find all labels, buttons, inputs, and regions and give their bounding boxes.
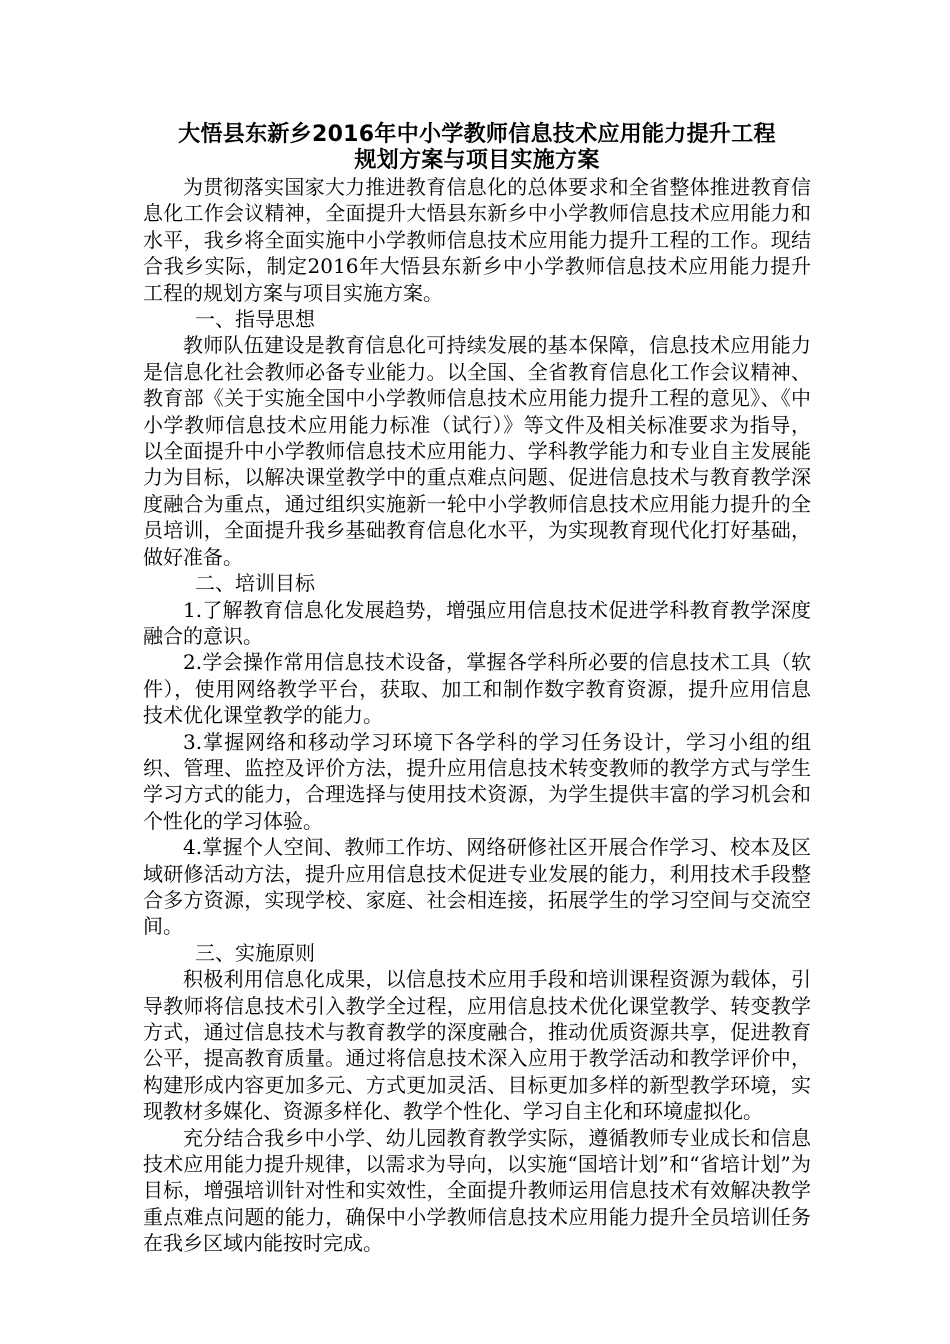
training-goal-3: 3.掌握网络和移动学习环境下各学科的学习任务设计，学习小组的组织、管理、监控及评价方法，提升应用信息技术转变教师的教学方式与学生学习方式的能力，合理选择与使用技术资源，为学生提供丰富的学习机会和个性化的学习体验。 xyxy=(143,729,811,833)
training-goal-4: 4.掌握个人空间、教师工作坊、网络研修社区开展合作学习、校本及区域研修活动方法，提升应用信息技术促进专业发展的能力，利用技术手段整合多方资源，实现学校、家庭、社会相连接，拓展学生的学习空间与交流空间。 xyxy=(143,835,811,939)
training-goal-1: 1.了解教育信息化发展趋势，增强应用信息技术促进学科教育教学深度融合的意识。 xyxy=(143,597,811,648)
section-heading-implementation-principles: 三、实施原则 xyxy=(195,940,315,965)
training-goal-2: 2.学会操作常用信息技术设备，掌握各学科所必要的信息技术工具（软件），使用网络教学平台，获取、加工和制作数字教育资源，提升应用信息技术优化课堂教学的能力。 xyxy=(143,650,811,728)
intro-paragraph: 为贯彻落实国家大力推进教育信息化的总体要求和全省整体推进教育信息化工作会议精神，全面提升大悟县东新乡中小学教师信息技术应用能力和水平，我乡将全面实施中小学教师信息技术应用能力提升工程的工作。现结合我乡实际，制定2016年大悟县东新乡中小学教师信息技术应用能力提升工程的规划方案与项目实施方案。 xyxy=(143,175,811,305)
document-body xyxy=(143,122,811,1257)
implementation-principle-1: 积极利用信息化成果，以信息技术应用手段和培训课程资源为载体，引导教师将信息技术引入教学全过程，应用信息技术优化课堂教学、转变教学方式，通过信息技术与教育教学的深度融合，推动优质资源共享，促进教育公平，提高教育质量。通过将信息技术深入应用于教学活动和教学评价中，构建形成内容更加多元、方式更加灵活、目标更加多样的新型教学环境，实现教材多媒化、资源多样化、教学个性化、学习自主化和环境虚拟化。 xyxy=(143,967,811,1124)
implementation-principle-2: 充分结合我乡中小学、幼儿园教育教学实际，遵循教师专业成长和信息技术应用能力提升规律，以需求为导向，以实施“国培计划”和“省培计划”为目标，增强培训针对性和实效性，全面提升教师运用信息技术有效解决教学重点难点问题的能力，确保中小学教师信息技术应用能力提升全员培训任务在我乡区域内能按时完成。 xyxy=(143,1125,811,1256)
section-heading-guiding-ideology: 一、指导思想 xyxy=(195,307,315,332)
document-title-line-1: 大悟县东新乡2016年中小学教师信息技术应用能力提升工程 xyxy=(178,122,776,147)
document-title xyxy=(143,122,811,174)
guiding-ideology-paragraph: 教师队伍建设是教育信息化可持续发展的基本保障，信息技术应用能力是信息化社会教师必备专业能力。以全国、全省教育信息化工作会议精神、教育部《关于实施全国中小学教师信息技术应用能力提升工程的意见》、《中小学教师信息技术应用能力标准（试行）》等文件及相关标准要求为指导，以全面提升中小学教师信息技术应用能力、学科教学能力和专业自主发展能力为目标，以解决课堂教学中的重点难点问题、促进信息技术与教育教学深度融合为重点，通过组织实施新一轮中小学教师信息技术应用能力提升的全员培训，全面提升我乡基础教育信息化水平，为实现教育现代化打好基础，做好准备。 xyxy=(143,333,811,569)
document-title-line-2: 规划方案与项目实施方案 xyxy=(354,148,600,173)
section-heading-training-goals: 二、培训目标 xyxy=(195,571,315,596)
